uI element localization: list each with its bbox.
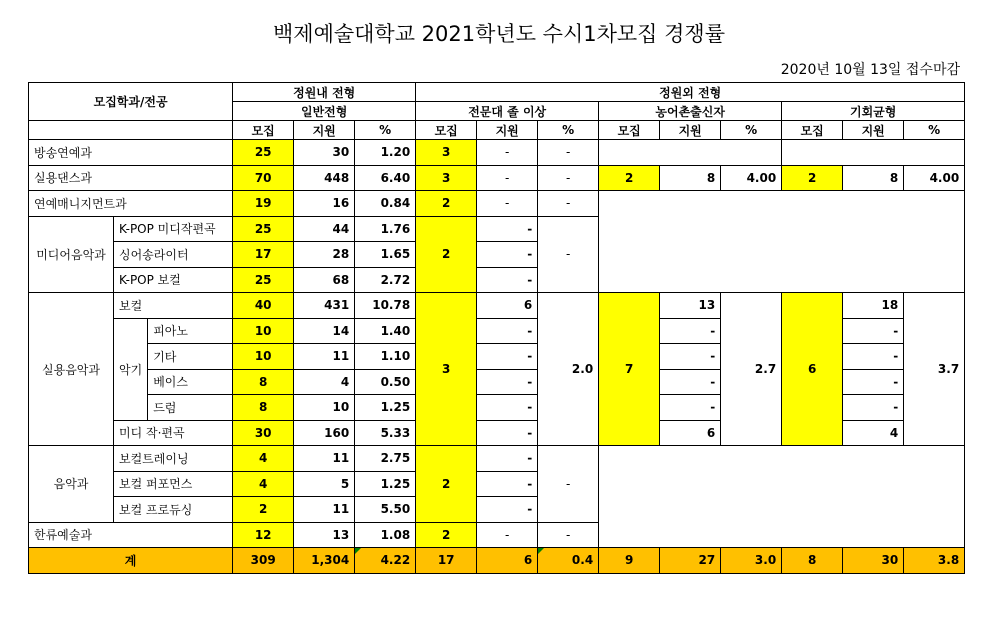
cell: 13 <box>294 522 355 548</box>
cell: 25 <box>233 267 294 293</box>
cell: - <box>477 369 538 395</box>
cell: 0.4 <box>538 548 599 574</box>
cell: 1.20 <box>355 140 416 166</box>
cell: 6 <box>477 293 538 319</box>
cell: 4 <box>294 369 355 395</box>
cell: - <box>843 318 904 344</box>
cell: 160 <box>294 420 355 446</box>
table-row <box>29 191 965 217</box>
cell: 2.0 <box>538 293 599 446</box>
cell: 0.84 <box>355 191 416 217</box>
major-name: 드럼 <box>148 395 233 421</box>
cell: 14 <box>294 318 355 344</box>
cell: 17 <box>416 548 477 574</box>
cell: 6 <box>660 420 721 446</box>
total-label: 계 <box>29 548 233 574</box>
cell: 10 <box>233 344 294 370</box>
cell: 1.10 <box>355 344 416 370</box>
header-pct: % <box>721 121 782 140</box>
cell: - <box>477 165 538 191</box>
deadline-date: 2020년 10월 13일 접수마감 <box>780 62 960 78</box>
cell: - <box>660 395 721 421</box>
cell: 5.50 <box>355 497 416 523</box>
cell: 8 <box>233 395 294 421</box>
empty-cell <box>599 140 782 166</box>
cell: 3.7 <box>904 293 965 446</box>
cell: 3 <box>416 140 477 166</box>
cell: 1.40 <box>355 318 416 344</box>
table-row <box>29 140 965 166</box>
cell: 3 <box>416 293 477 446</box>
cell: 12 <box>233 522 294 548</box>
header-general: 일반전형 <box>233 102 416 121</box>
cell: 10 <box>294 395 355 421</box>
cell: 4.00 <box>721 165 782 191</box>
header-pct: % <box>538 121 599 140</box>
cell: 5 <box>294 471 355 497</box>
major-name: 미디 작·편곡 <box>114 420 233 446</box>
cell: 27 <box>660 548 721 574</box>
cell: 1.08 <box>355 522 416 548</box>
cell: 3.8 <box>904 548 965 574</box>
major-name: 보컬 퍼포먼스 <box>114 471 233 497</box>
cell: 6 <box>782 293 843 446</box>
cell: 13 <box>660 293 721 319</box>
header-pct: % <box>904 121 965 140</box>
cell: 1.76 <box>355 216 416 242</box>
cell: - <box>660 344 721 370</box>
cell: 17 <box>233 242 294 268</box>
cell: 1.25 <box>355 395 416 421</box>
header-recruit: 모집 <box>416 121 477 140</box>
major-name: 보컬 프로듀싱 <box>114 497 233 523</box>
dept-name: 실용음악과 <box>29 293 114 446</box>
header-apply: 지원 <box>843 121 904 140</box>
cell: - <box>843 344 904 370</box>
dept-name: 음악과 <box>29 446 114 523</box>
cell: 431 <box>294 293 355 319</box>
cell: 25 <box>233 216 294 242</box>
cell: 2 <box>233 497 294 523</box>
cell: 1.25 <box>355 471 416 497</box>
header-balance: 기회균형 <box>782 102 965 121</box>
cell: - <box>477 242 538 268</box>
dept-name: 실용댄스과 <box>29 165 233 191</box>
cell: 2 <box>416 446 477 523</box>
cell: - <box>538 191 599 217</box>
table-row <box>29 446 965 472</box>
empty-cell <box>599 191 965 293</box>
cell: - <box>477 522 538 548</box>
major-name: 기타 <box>148 344 233 370</box>
cell: 68 <box>294 267 355 293</box>
cell: - <box>477 216 538 242</box>
cell: 2 <box>782 165 843 191</box>
cell: 2 <box>599 165 660 191</box>
cell: - <box>843 369 904 395</box>
cell: - <box>660 369 721 395</box>
cell: 2 <box>416 191 477 217</box>
cell: 19 <box>233 191 294 217</box>
empty-cell <box>782 140 965 166</box>
header-apply: 지원 <box>477 121 538 140</box>
cell: - <box>660 318 721 344</box>
cell: 11 <box>294 446 355 472</box>
dept-name: 방송연예과 <box>29 140 233 166</box>
cell: 11 <box>294 497 355 523</box>
cell: - <box>538 522 599 548</box>
dept-name: 연예매니지먼트과 <box>29 191 233 217</box>
cell: - <box>477 446 538 472</box>
cell: 16 <box>294 191 355 217</box>
cell: - <box>477 267 538 293</box>
cell: 8 <box>782 548 843 574</box>
table-row <box>29 293 965 319</box>
header-college: 전문대 졸 이상 <box>416 102 599 121</box>
cell: 30 <box>294 140 355 166</box>
cell: - <box>477 318 538 344</box>
cell: 2.7 <box>721 293 782 446</box>
header-outside: 정원외 전형 <box>416 83 965 102</box>
cell: 8 <box>233 369 294 395</box>
header-dept: 모집학과/전공 <box>29 83 233 121</box>
cell: 4 <box>843 420 904 446</box>
major-name: K-POP 미디작편곡 <box>114 216 233 242</box>
cell: - <box>477 344 538 370</box>
dept-name: 한류예술과 <box>29 522 233 548</box>
header-recruit: 모집 <box>782 121 843 140</box>
cell: 6.40 <box>355 165 416 191</box>
cell: 1,304 <box>294 548 355 574</box>
cell: 1.65 <box>355 242 416 268</box>
page-title: 백제예술대학교 2021학년도 수시1차모집 경쟁률 <box>273 22 725 46</box>
cell: 44 <box>294 216 355 242</box>
major-name: 싱어송라이터 <box>114 242 233 268</box>
header-apply: 지원 <box>660 121 721 140</box>
cell: - <box>843 395 904 421</box>
header-apply: 지원 <box>294 121 355 140</box>
empty-cell <box>599 446 965 548</box>
cell: 8 <box>660 165 721 191</box>
cell: 4.22 <box>355 548 416 574</box>
cell: - <box>538 216 599 293</box>
cell: 9 <box>599 548 660 574</box>
table-row <box>29 165 965 191</box>
cell: - <box>538 140 599 166</box>
cell: - <box>538 446 599 523</box>
cell: 4.00 <box>904 165 965 191</box>
cell: 2 <box>416 216 477 293</box>
dept-name: 미디어음악과 <box>29 216 114 293</box>
cell: 3.0 <box>721 548 782 574</box>
cell: 30 <box>843 548 904 574</box>
cell: 4 <box>233 446 294 472</box>
cell: 18 <box>843 293 904 319</box>
cell: - <box>477 420 538 446</box>
cell: 40 <box>233 293 294 319</box>
cell: - <box>477 497 538 523</box>
instrument-group: 악기 <box>114 318 148 420</box>
cell: 4 <box>233 471 294 497</box>
header-recruit: 모집 <box>599 121 660 140</box>
cell: 2.75 <box>355 446 416 472</box>
cell: 5.33 <box>355 420 416 446</box>
major-name: K-POP 보컬 <box>114 267 233 293</box>
cell: 2 <box>416 522 477 548</box>
competition-rate-table <box>28 82 965 574</box>
cell: 10 <box>233 318 294 344</box>
cell: 70 <box>233 165 294 191</box>
header-inside: 정원내 전형 <box>233 83 416 102</box>
cell: 6 <box>477 548 538 574</box>
major-name: 보컬 <box>114 293 233 319</box>
cell: - <box>538 165 599 191</box>
major-name: 보컬트레이닝 <box>114 446 233 472</box>
cell: 25 <box>233 140 294 166</box>
cell: 10.78 <box>355 293 416 319</box>
cell: - <box>477 395 538 421</box>
cell: 309 <box>233 548 294 574</box>
header-blank <box>29 121 233 140</box>
cell: 0.50 <box>355 369 416 395</box>
major-name: 피아노 <box>148 318 233 344</box>
cell: 448 <box>294 165 355 191</box>
cell: 7 <box>599 293 660 446</box>
cell: 28 <box>294 242 355 268</box>
header-rural: 농어촌출신자 <box>599 102 782 121</box>
cell: - <box>477 191 538 217</box>
header-pct: % <box>355 121 416 140</box>
cell: 2.72 <box>355 267 416 293</box>
major-name: 베이스 <box>148 369 233 395</box>
cell: - <box>477 471 538 497</box>
cell: 3 <box>416 165 477 191</box>
cell: 30 <box>233 420 294 446</box>
cell: 8 <box>843 165 904 191</box>
cell: - <box>477 140 538 166</box>
total-row <box>29 548 965 574</box>
cell: 11 <box>294 344 355 370</box>
header-recruit: 모집 <box>233 121 294 140</box>
